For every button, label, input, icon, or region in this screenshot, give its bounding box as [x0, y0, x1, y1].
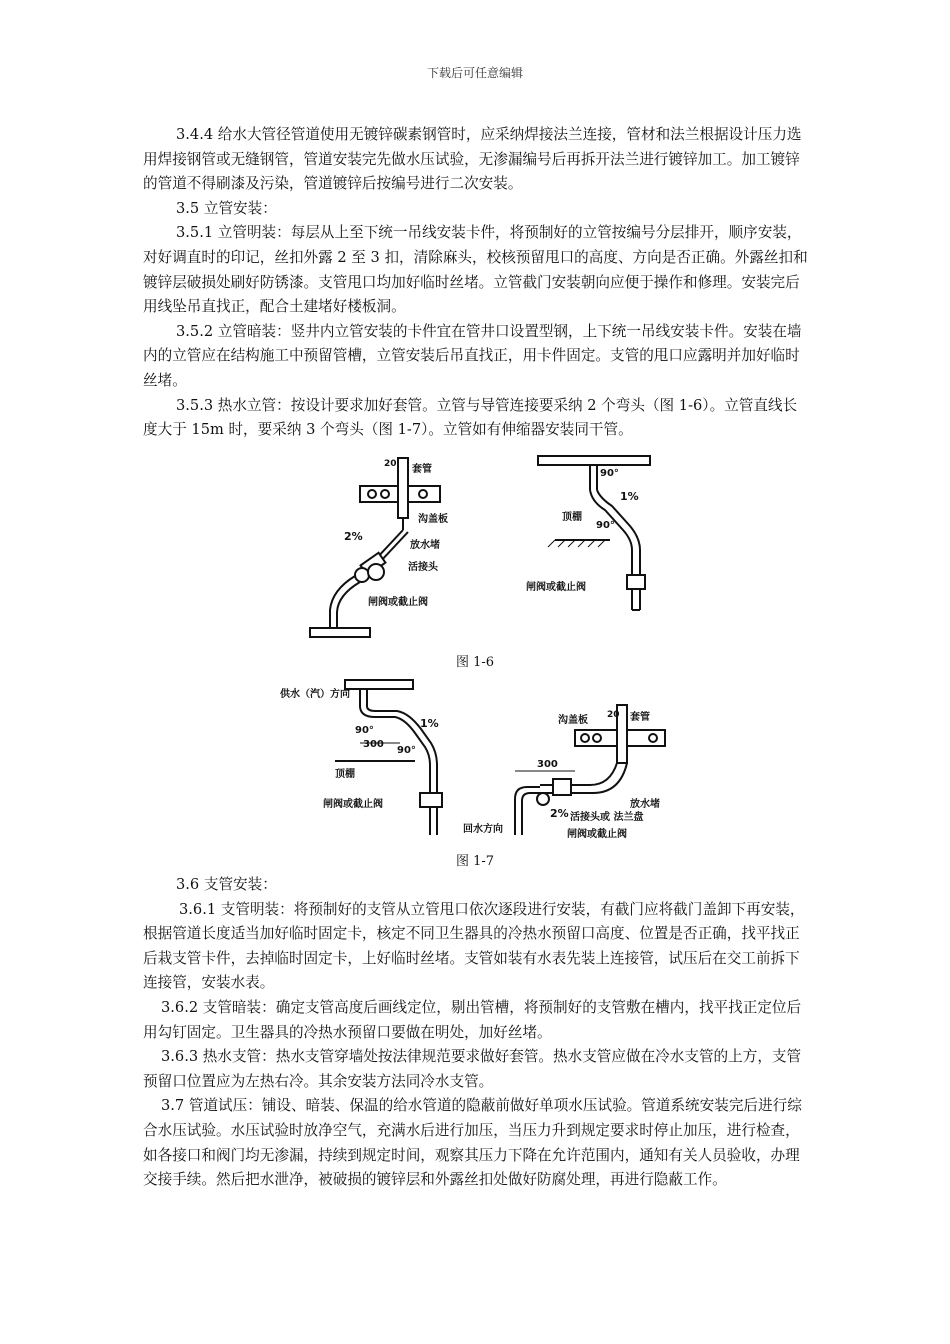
fig2-right-sleeve: 套管: [630, 712, 650, 723]
paragraph-3-6-2: 3.6.2 支管暗装：确定支管高度后画线定位，剔出管槽，将预制好的支管敷在槽内，找平找正定位后用勾钉固定。卫生器具的冷热水预留口要做在明处，加好丝堵。: [143, 998, 802, 1041]
fig2-right-drain: 放水堵: [630, 799, 660, 810]
paragraph-3-6-3: 3.6.3 热水支管：热水支管穿墙处按法律规范要求做好套管。热水支管应做在冷水支管的上方，支管预留口位置应为左热右冷。其余安装方法同冷水支管。: [143, 1048, 802, 1090]
fig1-left-drain: 放水堵: [410, 540, 440, 551]
paragraph-3-5-2: 3.5.2 立管暗装：竖井内立管安装的卡件宜在管井口设置型钢，上下统一吊线安装卡件。安装在墙内的立管应在结构施工中预留管槽，立管安装后吊直找正，用卡件固定。支管的甩口应露明并加好临时丝堵。: [143, 322, 802, 389]
fig1-left-slope: 2%: [344, 530, 363, 543]
heading-3-6: 3.6 支管安装：: [176, 876, 277, 893]
paragraph-3-7: 3.7 管道试压：铺设、暗装、保温的给水管道的隐蔽前做好单项水压试验。管道系统安装完后进行综合水压试验。水压试验时放净空气，充满水后进行加压，当压力升到规定要求时停止加压，进行检查，如各接口和阀门均无渗漏，持续到规定时间，观察其压力下降在允许范围内，通知有关人员验收，办理交接手续。然后把水泄净，被破损的镀锌层和外露丝扣处做好防腐处理，再进行隐蔽工作。: [143, 1097, 802, 1189]
fig2-left-supply: 供水（汽）方向: [280, 689, 350, 700]
fig1-left-cover: 沟盖板: [418, 514, 448, 525]
paragraph-3-6-1: 3.6.1 支管明装：将预制好的支管从立管甩口依次逐段进行安装，有截门应将截门盖卸下再安装，根据管道长度适当加好临时固定卡，核定不同卫生器具的冷热水预留口高度、位置是否正确，找平找正后栽支管卡件，去掉临时固定卡，上好临时丝堵。支管如装有水表先装上连接管，试压后在交工前拆下连接管，安装水表。: [143, 900, 805, 992]
fig2-left-slope: 1%: [420, 717, 439, 730]
fig2-right-union: 活接头或 法兰盘: [570, 812, 644, 823]
fig2-left-ceiling: 顶棚: [335, 769, 355, 780]
fig2-left-valve: 闸阀或截止阀: [323, 799, 383, 810]
paragraph-3-5-1: 3.5.1 立管明装：每层从上至下统一吊线安装卡件，将预制好的立管按编号分层排开，顺序安装，对好调直时的印记，丝扣外露 2 至 3 扣，清除麻头，校核预留甩口的高度、方向是否正确。外露丝扣和镀锌层破损处刷好防锈漆。支管甩口均加好临时丝堵。立管截门安装朝向应便于操作和修理。安装完后用线坠吊直找正，配合土建堵好楼板洞。: [143, 224, 808, 316]
figure-1-7: [275, 675, 675, 845]
paragraph-3-4-4: 3.4.4 给水大管径管道使用无镀锌碳素钢管时，应采纳焊接法兰连接，管材和法兰根据设计压力选用焊接钢管或无缝钢管，管道安装完先做水压试验，无渗漏编号后再拆开法兰进行镀锌加工。加工镀锌的管道不得刷漆及污染，管道镀锌后按编号进行二次安装。: [143, 126, 802, 193]
fig2-right-dim: 20: [607, 710, 620, 720]
fig1-right-slope: 1%: [620, 490, 639, 503]
fig1-left-union: 活接头: [408, 562, 438, 573]
fig2-right-valve: 闸阀或截止阀: [567, 829, 627, 840]
fig1-right-ceiling: 顶棚: [562, 512, 582, 523]
figure-1-7-caption: 图 1-7: [455, 854, 495, 869]
figure-1-6-drawing: [300, 450, 670, 645]
fig2-left-dim: 300: [363, 739, 384, 750]
figure-1-6-caption: 图 1-6: [455, 655, 495, 670]
figure-1-6: [300, 450, 670, 645]
body-text-bottom: [143, 873, 809, 1193]
fig2-right-return: 回水方向: [463, 824, 503, 835]
paragraph-3-5-3: 3.5.3 热水立管：按设计要求加好套管。立管与导管连接要采纳 2 个弯头（图 1-6）。立管直线长度大于 15m 时，要采纳 3 个弯头（图 1-7）。立管如有伸缩器安装同干管。: [143, 396, 798, 439]
fig1-right-angle2: 90°: [596, 520, 615, 531]
fig1-right-angle1: 90°: [600, 468, 619, 479]
fig1-right-valve: 闸阀或截止阀: [526, 582, 586, 593]
fig2-right-cover: 沟盖板: [558, 715, 588, 726]
body-text-top: [143, 123, 809, 443]
figure-1-7-drawing: [275, 675, 675, 845]
fig2-right-slope: 2%: [550, 807, 569, 820]
fig2-left-angle1: 90°: [355, 725, 374, 736]
heading-3-5: 3.5 立管安装：: [176, 199, 277, 217]
fig2-right-dim300: 300: [537, 759, 558, 770]
fig1-left-dim: 20: [384, 459, 397, 469]
fig1-left-valve: 闸阀或截止阀: [368, 597, 428, 608]
page-header: 下载后可任意编辑: [426, 66, 523, 80]
fig1-left-sleeve: 套管: [412, 464, 432, 475]
fig2-left-angle2: 90°: [397, 745, 416, 756]
